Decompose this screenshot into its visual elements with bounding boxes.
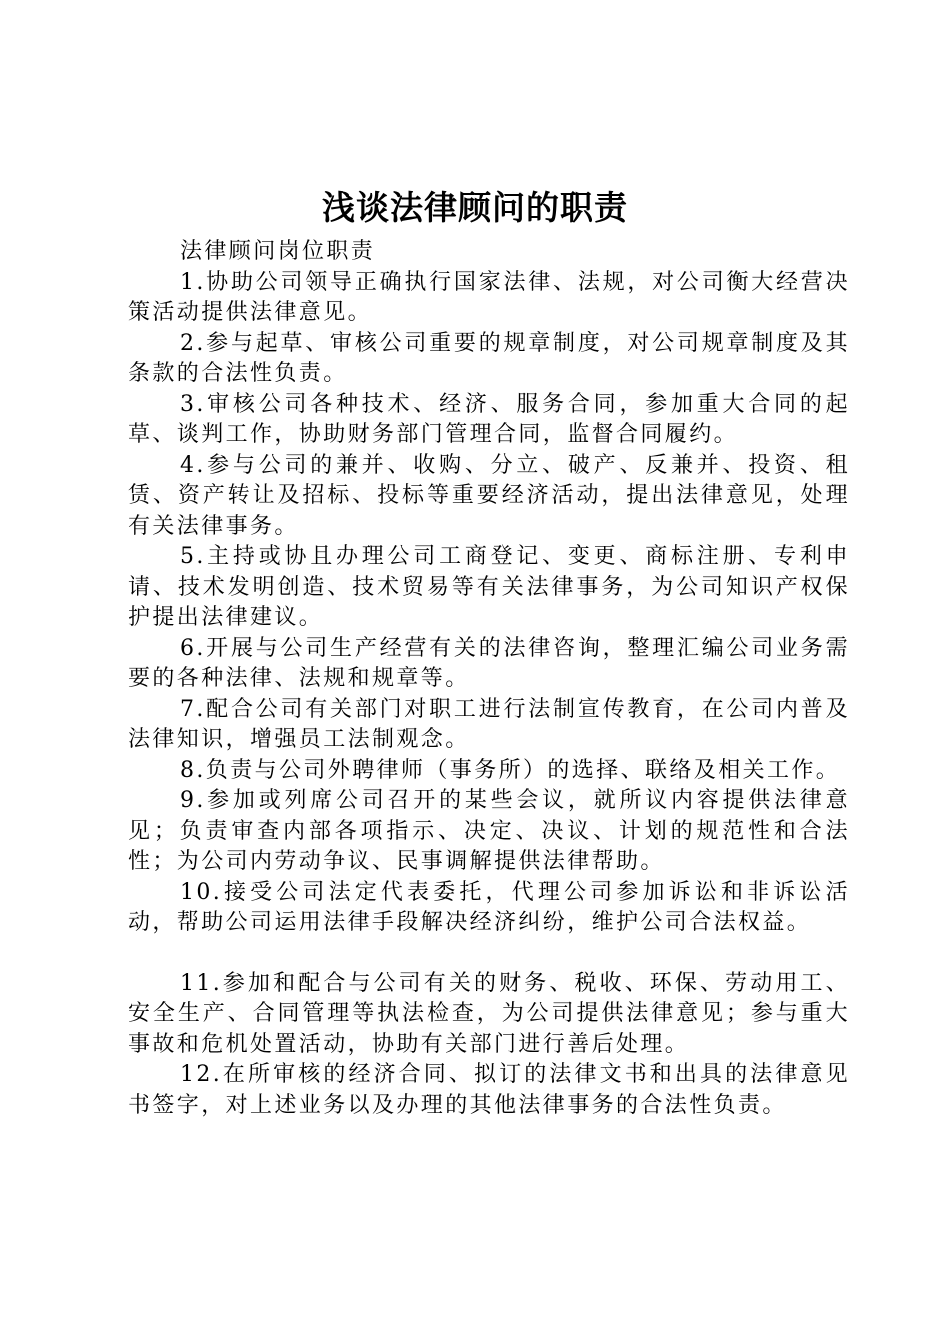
duty-item-11: 11.参加和配合与公司有关的财务、税收、环保、劳动用工、安全生产、合同管理等执法检查，为公司提供法律意见；参与重大事故和危机处置活动，协助有关部门进行善后处理。	[128, 970, 850, 1057]
duty-item-6: 6.开展与公司生产经营有关的法律咨询，整理汇编公司业务需要的各种法律、法规和规章等。	[128, 635, 850, 691]
duty-item-9: 9.参加或列席公司召开的某些会议，就所议内容提供法律意见；负责审查内部各项指示、决定、决议、计划的规范性和合法性；为公司内劳动争议、民事调解提供法律帮助。	[128, 788, 850, 874]
document-title: 浅谈法律顾问的职责	[322, 188, 628, 227]
duty-item-10: 10.接受公司法定代表委托，代理公司参加诉讼和非诉讼活动，帮助公司运用法律手段解决经济纠纷，维护公司合法权益。	[128, 879, 850, 935]
duty-item-5: 5.主持或协且办理公司工商登记、变更、商标注册、专利申请、技术发明创造、技术贸易等有关法律事务，为公司知识产权保护提出法律建议。	[128, 544, 850, 630]
duty-item-3: 3.审核公司各种技术、经济、服务合同，参加重大合同的起草、谈判工作，协助财务部门管理合同，监督合同履约。	[128, 391, 850, 447]
duty-item-4: 4.参与公司的兼并、收购、分立、破产、反兼并、投资、租赁、资产转让及招标、投标等重要经济活动，提出法律意见，处理有关法律事务。	[128, 452, 850, 539]
duty-item-7: 7.配合公司有关部门对职工进行法制宣传教育，在公司内普及法律知识，增强员工法制观念。	[128, 696, 850, 752]
duty-item-12: 12.在所审核的经济合同、拟订的法律文书和出具的法律意见书签字，对上述业务以及办理的其他法律事务的合法性负责。	[128, 1062, 850, 1118]
document-body	[128, 237, 850, 1121]
duty-item-8: 8.负责与公司外聘律师（事务所）的选择、联络及相关工作。	[180, 757, 841, 783]
duty-item-1: 1.协助公司领导正确执行国家法律、法规，对公司衡大经营决策活动提供法律意见。	[128, 269, 850, 325]
section-heading: 法律顾问岗位职责	[180, 239, 376, 264]
duty-item-2: 2.参与起草、审核公司重要的规章制度，对公司规章制度及其条款的合法性负责。	[128, 330, 850, 386]
